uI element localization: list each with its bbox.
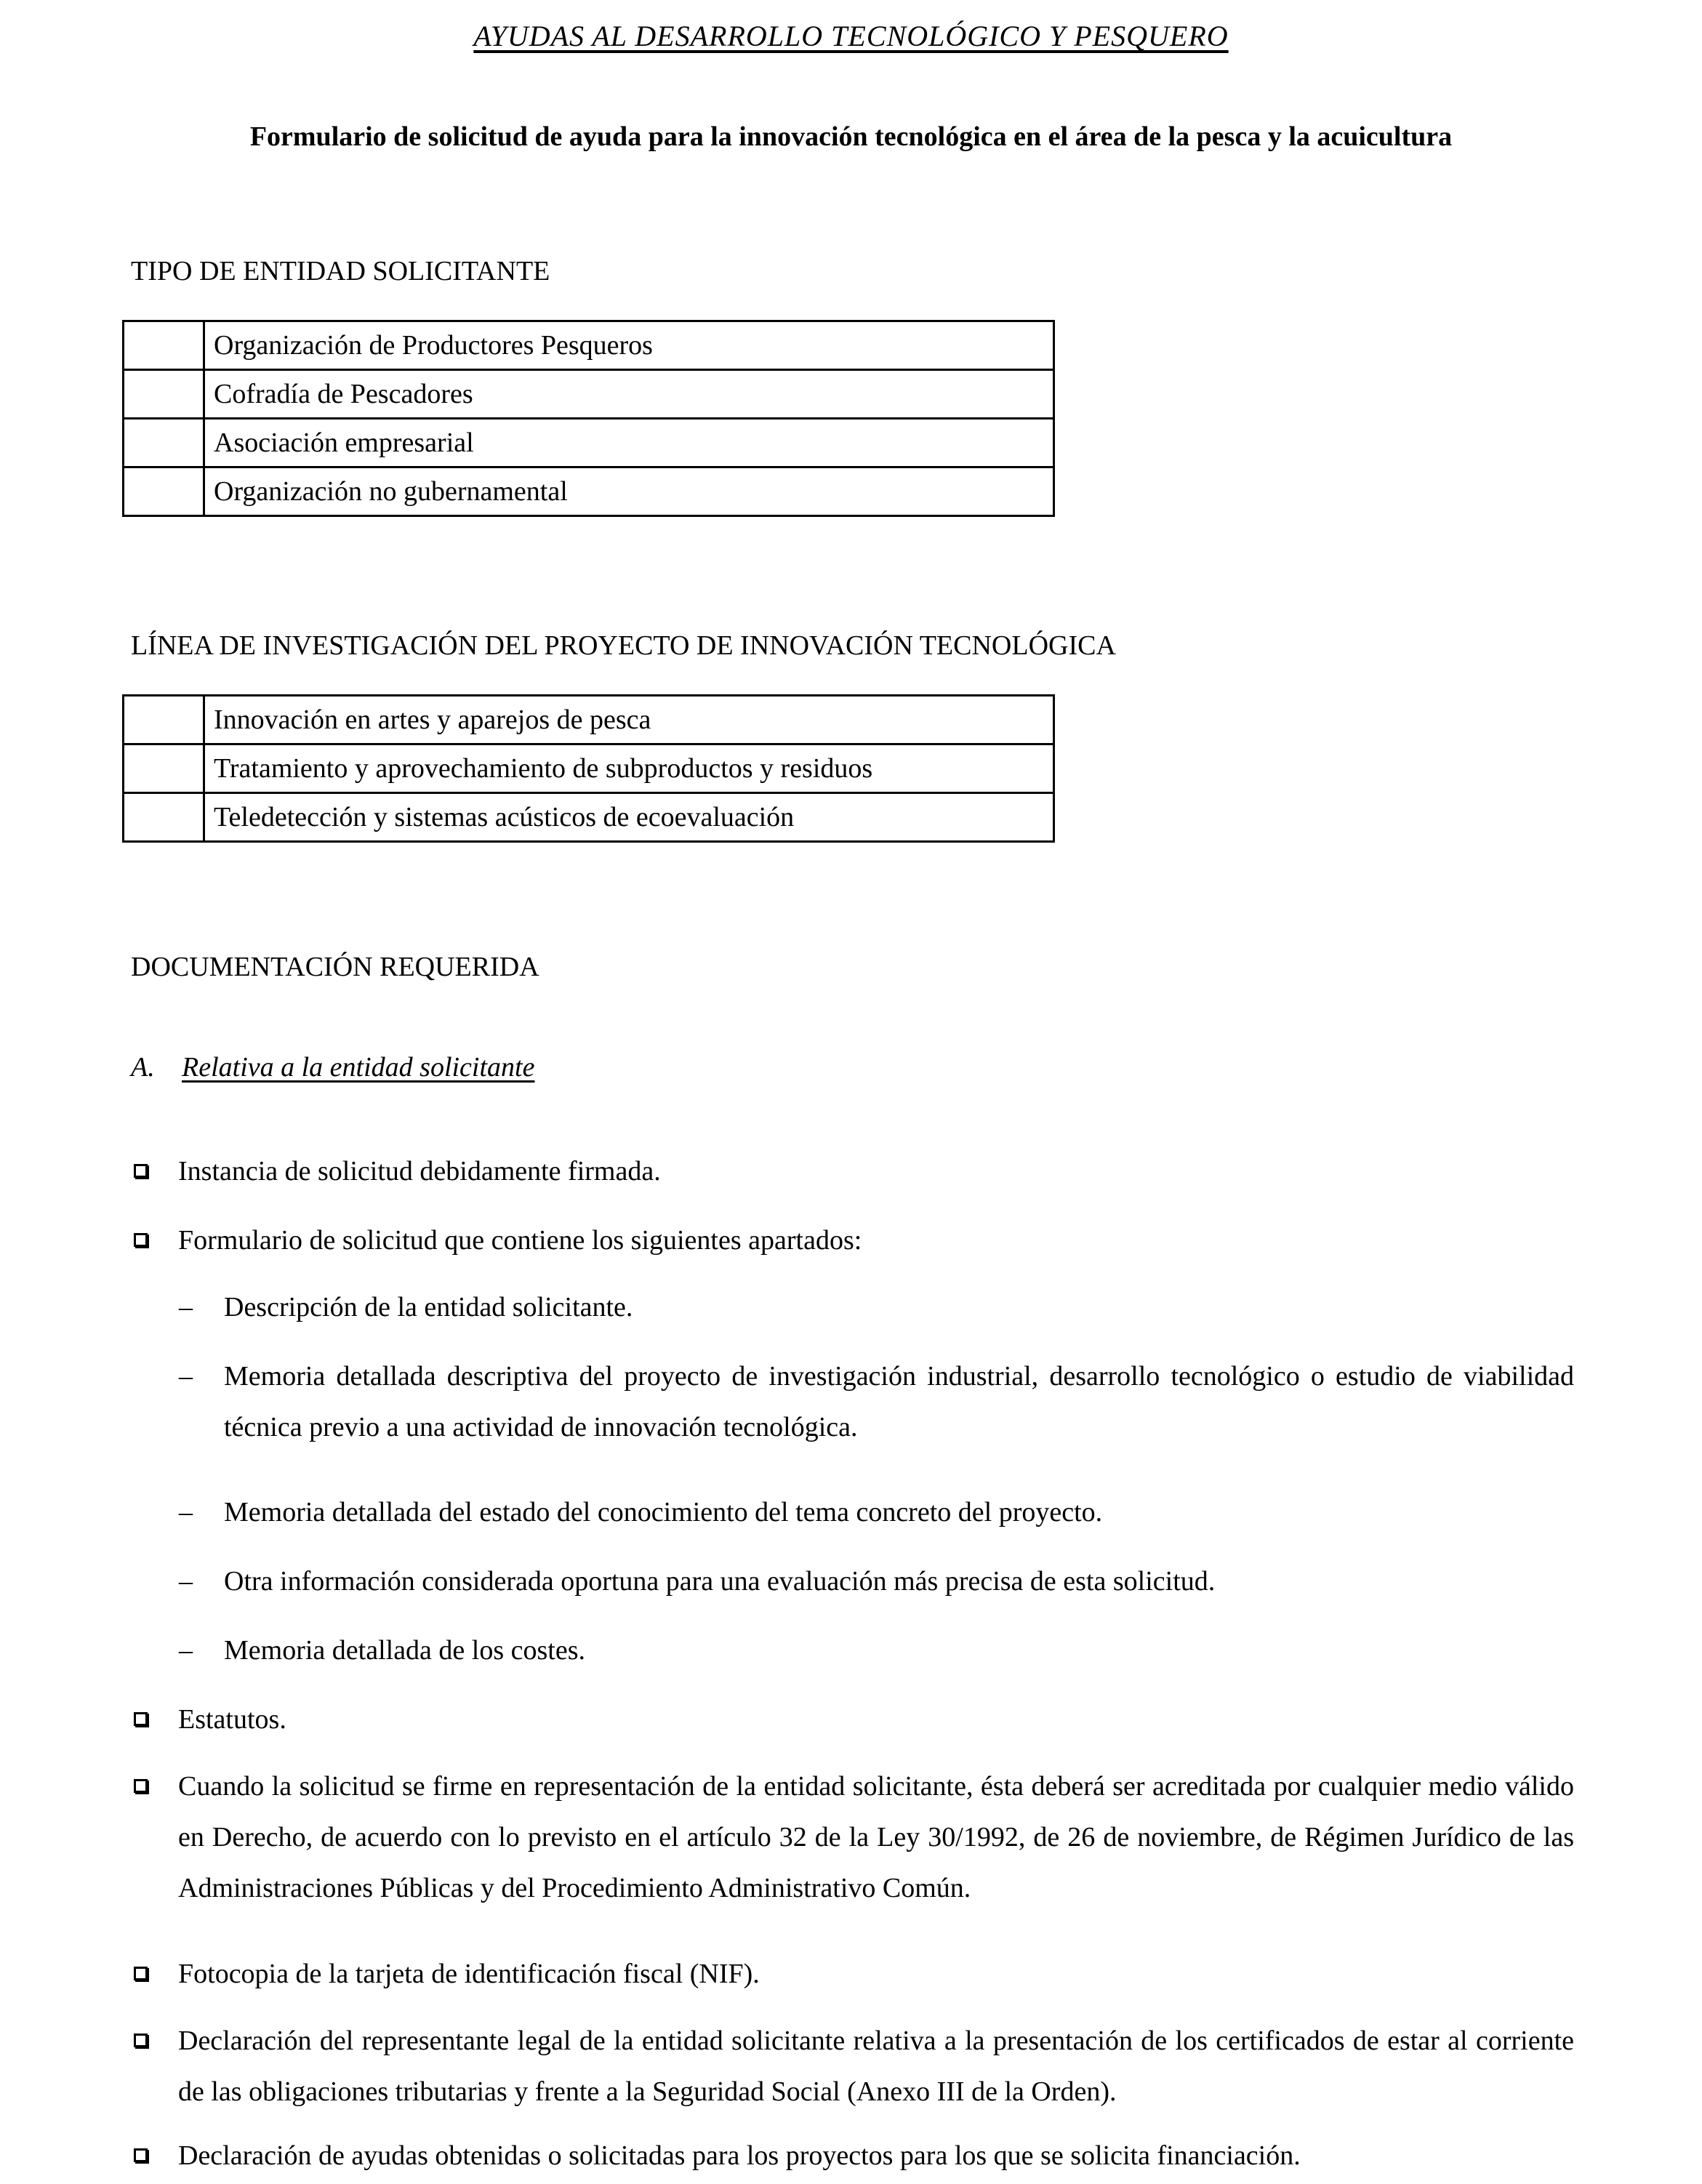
research-line-checkbox[interactable] [124,744,204,793]
dash-bullet-icon: – [179,1635,193,1666]
section-a-number: A. [131,1052,155,1083]
dash-bullet-icon: – [179,1292,193,1322]
dash-bullet-icon: – [179,1497,193,1527]
doc-subitem: Memoria detallada descriptiva del proyecto de investigación industrial, desarrollo tecnológico o estudio de viabilidad técnica previo a una actividad de innovación tecnológica. [224,1361,1574,1442]
entity-type-checkbox[interactable] [124,467,204,516]
header-title: AYUDAS AL DESARROLLO TECNOLÓGICO Y PESQUERO [473,20,1229,52]
checkbox-bullet-icon [134,2034,148,2047]
table-row [124,696,1054,744]
checkbox-bullet-icon [134,1712,148,1726]
table-row [124,321,1054,370]
doc-item: Formulario de solicitud que contiene los siguientes apartados: [178,1225,862,1256]
checkbox-bullet-icon [134,1967,148,1980]
table-row [124,744,1054,793]
table-row [124,419,1054,467]
research-line-table [122,694,1055,843]
doc-item: Declaración de ayudas obtenidas o solicitadas para los proyectos para los que se solicita financiación. [178,2140,1301,2171]
research-line-option-label: Innovación en artes y aparejos de pesca [204,696,1054,744]
section-a-title: Relativa a la entidad solicitante [182,1052,535,1083]
doc-subitem: Descripción de la entidad solicitante. [224,1292,633,1322]
doc-item: Declaración del representante legal de la entidad solicitante relativa a la presentación de los certificados de estar al corriente de las obligaciones tributarias y frente a la Seguridad Social (Anexo III de la Orden). [178,2026,1574,2107]
entity-type-option-label: Asociación empresarial [204,419,1054,467]
entity-type-table [122,320,1055,517]
research-line-heading: LÍNEA DE INVESTIGACIÓN DEL PROYECTO DE INNOVACIÓN TECNOLÓGICA [131,630,1116,661]
doc-item: Fotocopia de la tarjeta de identificación fiscal (NIF). [178,1959,760,1989]
documentation-heading: DOCUMENTACIÓN REQUERIDA [131,952,539,982]
entity-type-checkbox[interactable] [124,419,204,467]
table-row [124,370,1054,419]
dash-bullet-icon: – [179,1361,193,1392]
checkbox-bullet-icon [134,1779,148,1793]
entity-type-checkbox[interactable] [124,321,204,370]
doc-item: Instancia de solicitud debidamente firmada. [178,1156,661,1187]
section-a-heading [131,1047,534,1088]
entity-type-option-label: Organización de Productores Pesqueros [204,321,1054,370]
table-row [124,793,1054,842]
entity-type-heading: TIPO DE ENTIDAD SOLICITANTE [131,256,550,286]
checkbox-bullet-icon [134,1233,148,1247]
doc-item: Cuando la solicitud se firme en representación de la entidad solicitante, ésta deberá ser acreditada por cualquier medio válido en Derecho, de acuerdo con lo previsto en el artículo 32 de la Ley 30/1992, de 26 de noviembre, de Régimen Jurídico de las Administraciones Públicas y del Procedimiento Administrativo Común. [178,1771,1574,1903]
research-line-option-label: Teledetección y sistemas acústicos de ecoevaluación [204,793,1054,842]
table-row [124,467,1054,516]
entity-type-option-label: Organización no gubernamental [204,467,1054,516]
checkbox-bullet-icon [134,1164,148,1178]
checkbox-bullet-icon [134,2148,148,2162]
research-line-checkbox[interactable] [124,696,204,744]
doc-subitem: Memoria detallada del estado del conocimiento del tema concreto del proyecto. [224,1497,1103,1527]
form-title: Formulario de solicitud de ayuda para la innovación tecnológica en el área de la pesca y la acuicultura [249,121,1453,152]
dash-bullet-icon: – [179,1566,193,1597]
entity-type-checkbox[interactable] [124,370,204,419]
doc-item: Estatutos. [178,1704,286,1735]
doc-subitem: Otra información considerada oportuna para una evaluación más precisa de esta solicitud. [224,1566,1216,1597]
research-line-option-label: Tratamiento y aprovechamiento de subproductos y residuos [204,744,1054,793]
research-line-checkbox[interactable] [124,793,204,842]
doc-subitem: Memoria detallada de los costes. [224,1635,586,1666]
entity-type-option-label: Cofradía de Pescadores [204,370,1054,419]
